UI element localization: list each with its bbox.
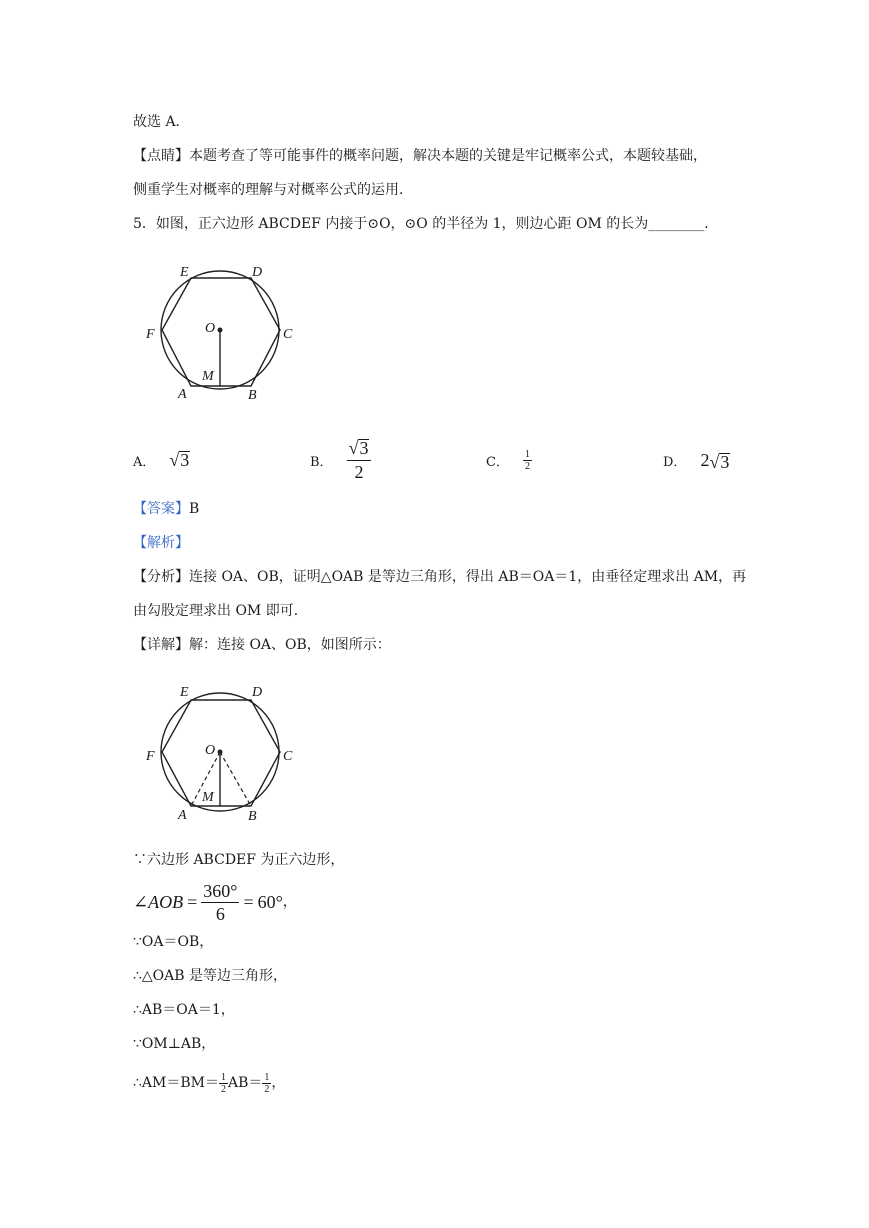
option-b — [310, 437, 371, 482]
label-m: M — [202, 369, 214, 384]
solution-line: ∴AB＝OA＝1， — [133, 1002, 235, 1018]
angle-lhs: ∠AOB — [133, 892, 184, 912]
fraction-half: $\frac{1}{2}$ — [264, 1071, 270, 1095]
option-d — [663, 440, 730, 480]
option-d-value: 2 √ 3 — [700, 449, 730, 472]
answer-tag: 【答案】 — [133, 501, 189, 517]
option-b-value: √ 3 2 — [347, 438, 372, 483]
answer-line — [133, 499, 199, 519]
option-a-value: √ 3 — [169, 450, 190, 470]
text-line: 侧重学生对概率的理解与对概率公式的运用． — [133, 182, 413, 198]
solution-line: ∵六边形 ABCDEF 为正六边形， — [133, 852, 345, 868]
option-b-label: B． — [310, 454, 333, 470]
solution-line: ∵OA＝OB， — [133, 934, 214, 950]
label-f: F — [146, 749, 155, 764]
solution-line-am: ∴AM＝BM＝ $\frac{1}{2}$ AB＝ $\frac{1}{2}$ ， — [133, 1071, 286, 1095]
segment-ob-dashed — [220, 752, 251, 806]
option-a — [133, 440, 190, 480]
label-d: D — [252, 265, 263, 280]
option-d-label: D． — [663, 454, 687, 470]
angle-equation: ∠AOB = $\frac{360^\circ}{6}$ = 60° ， — [133, 880, 297, 924]
label-b: B — [248, 388, 257, 403]
hexagon-figure-1 — [140, 258, 310, 406]
option-c-label: C． — [486, 454, 509, 470]
fraction-half: $\frac{1}{2}$ — [220, 1071, 226, 1095]
label-c: C — [283, 749, 293, 764]
text-line: 【点睛】本题考查了等可能事件的概率问题，解决本题的关键是牢记概率公式，本题较基础， — [133, 148, 707, 164]
label-b: B — [248, 809, 257, 824]
label-d: D — [252, 685, 263, 700]
label-f: F — [146, 327, 155, 342]
label-m: M — [202, 790, 214, 805]
option-c-value: $\frac{1}{2}$ — [524, 448, 530, 472]
center-point — [218, 328, 223, 333]
label-a: A — [178, 808, 187, 823]
center-point — [218, 750, 223, 755]
hexagon-figure-2 — [140, 680, 310, 828]
question-5: 5．如图，正六边形 ABCDEF 内接于⊙O，⊙O 的半径为 1，则边心距 OM 的长为________． — [133, 216, 719, 232]
detail-line: 【详解】解：连接 OA、OB，如图所示： — [133, 637, 391, 653]
label-a: A — [178, 387, 187, 402]
label-e: E — [180, 685, 189, 700]
label-e: E — [180, 265, 189, 280]
solution-line: ∵OM⊥AB， — [133, 1036, 216, 1052]
analysis-line: 由勾股定理求出 OM 即可． — [133, 603, 308, 619]
angle-fraction: $\frac{360^\circ}{6}$ — [203, 880, 238, 924]
label-c: C — [283, 327, 293, 342]
label-o: O — [205, 743, 216, 758]
option-c — [486, 440, 532, 480]
analysis-tag: 【解析】 — [133, 535, 189, 551]
text-line: 故选 A． — [133, 114, 190, 130]
analysis-line: 【分析】连接 OA、OB，证明△OAB 是等边三角形，得出 AB＝OA＝1，由垂径定理求出 AM，再 — [133, 569, 747, 585]
angle-rhs: 60° — [257, 892, 283, 912]
answer-value: B — [189, 501, 200, 517]
solution-line: ∴△OAB 是等边三角形， — [133, 968, 287, 984]
option-a-label: A． — [133, 454, 156, 470]
label-o: O — [205, 321, 216, 336]
